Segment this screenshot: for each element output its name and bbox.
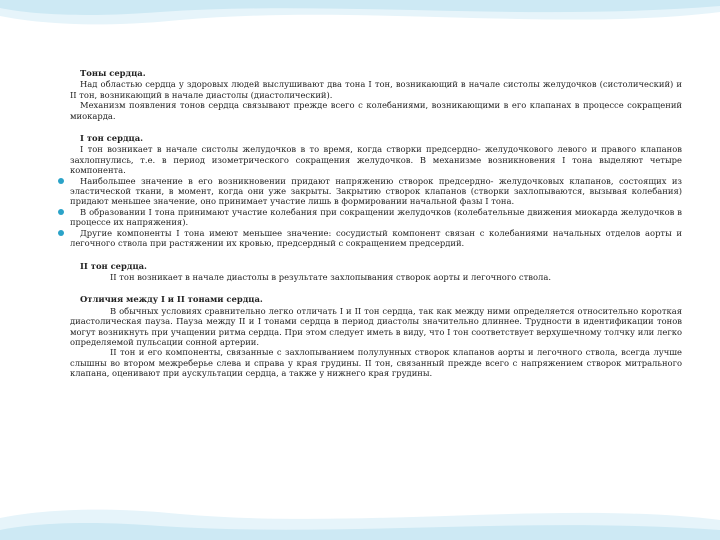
section-heart-tones <box>70 68 682 121</box>
section-second-tone <box>70 261 682 283</box>
bullet-icon <box>58 230 64 236</box>
section-first-tone <box>70 133 682 248</box>
paragraph: В обычных условиях сравнительно легко отличать I и II тон сердца, так как между ними определяется относительно короткая диастолическая пауза. Пауза между II и I тонами сердца в период диастолы значительно длиннее. Трудности в идентификации тонов могут возникнуть при учащении ритма сердца. При этом следует иметь в виду, что I тон соответствует верхушечному толчку или легко определяемой пульсации сонной артерии. <box>70 305 682 347</box>
section-title: Отличия между I и II тонами сердца. <box>80 294 263 305</box>
document-body <box>70 68 682 391</box>
bullet-item <box>70 228 682 249</box>
bullet-icon <box>58 178 64 184</box>
paragraph: II тон возникает в начале диастолы в результате захлопывания створок аорты и легочного ствола. <box>110 271 551 282</box>
paragraph: II тон и его компоненты, связанные с захлопыванием полулунных створок клапанов аорты и легочного ствола, всегда лучше слышны во втором межреберье слева и справа у края грудины. II тон, связанный прежде всего с напряжением створок митрального клапана, оценивают при аускультации сердца, а также у нижнего края грудины. <box>70 347 682 379</box>
section-title: Тоны сердца. <box>80 68 146 78</box>
bullet-text: Другие компоненты I тона имеют меньшее значение: сосудистый компонент связан с колебаниями начальных отделов аорты и легочного ствола при растяжении их кровью, предсердный с сокращением предсердий. <box>70 227 682 249</box>
top-wave-decoration <box>0 0 720 60</box>
bullet-icon <box>58 209 64 215</box>
bottom-wave-decoration <box>0 480 720 540</box>
bullet-text: В образовании I тона принимают участие колебания при сокращении желудочков (колебательные движения миокарда желудочков в процессе их напряжения). <box>70 206 682 228</box>
paragraph: Над областью сердца у здоровых людей выслушивают два тона I тон, возникающий в начале систолы желудочков (систолический) и II тон, возникающий в начале диастолы (диастолический). <box>70 79 682 100</box>
section-title: II тон сердца. <box>80 260 147 271</box>
section-title: I тон сердца. <box>80 133 144 144</box>
paragraph: I тон возникает в начале систолы желудочков в то время, когда створки предсердно- желудочкового левого и правого клапанов захлопнулись, т.е. в период изометрического сокращения желудочков. В механизме возникновения I тона выделяют четыре компонента. <box>70 144 682 176</box>
paragraph: Механизм появления тонов сердца связывают прежде всего с колебаниями, возникающими в его клапанах в процессе сокращений миокарда. <box>70 100 682 121</box>
bullet-item <box>70 207 682 228</box>
section-tone-differences <box>70 294 682 378</box>
bullet-item <box>70 176 682 207</box>
bullet-text: Наибольшее значение в его возникновении придают напряжению створок предсердно- желудочковых клапанов, состоящих из эластической ткани, в момент, когда они уже закрыты. Закрытию створок клапанов (створки захлопываются, вызывая колебания) придают меньшее значение, оно принимает участие лишь в формировании начальной фазы I тона. <box>70 175 682 207</box>
